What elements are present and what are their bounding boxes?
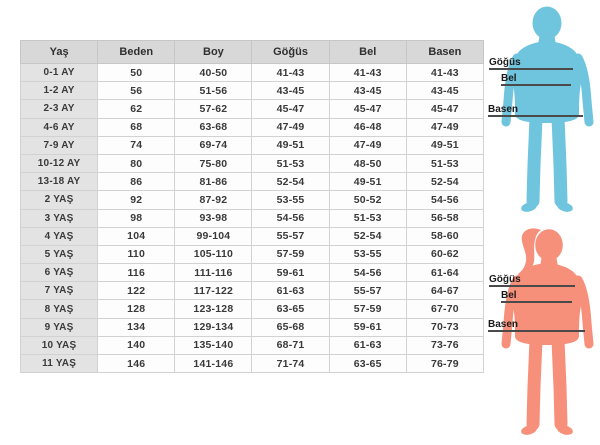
value-cell: 57-59 — [252, 245, 329, 263]
value-cell: 43-45 — [406, 82, 483, 100]
column-header: Bel — [329, 41, 406, 64]
table-row — [21, 154, 484, 172]
row-label-cell: 11 YAŞ — [21, 355, 98, 373]
value-cell: 61-64 — [406, 264, 483, 282]
value-cell: 98 — [98, 209, 175, 227]
table-body — [21, 64, 484, 373]
value-cell: 49-51 — [329, 173, 406, 191]
value-cell: 58-60 — [406, 227, 483, 245]
row-label-cell: 5 YAŞ — [21, 245, 98, 263]
value-cell: 51-53 — [406, 154, 483, 172]
value-cell: 74 — [98, 136, 175, 154]
value-cell: 52-54 — [252, 173, 329, 191]
row-label-cell: 10 YAŞ — [21, 336, 98, 354]
table-row — [21, 191, 484, 209]
value-cell: 51-53 — [329, 209, 406, 227]
value-cell: 86 — [98, 173, 175, 191]
value-cell: 56-58 — [406, 209, 483, 227]
value-cell: 50-52 — [329, 191, 406, 209]
value-cell: 54-56 — [252, 209, 329, 227]
value-cell: 54-56 — [329, 264, 406, 282]
value-cell: 46-48 — [329, 118, 406, 136]
value-cell: 64-67 — [406, 282, 483, 300]
value-cell: 81-86 — [175, 173, 252, 191]
value-cell: 43-45 — [329, 82, 406, 100]
boy-waist-measure-label: Bel — [501, 73, 571, 86]
value-cell: 47-49 — [329, 136, 406, 154]
size-table — [20, 40, 484, 373]
value-cell: 49-51 — [252, 136, 329, 154]
value-cell: 57-62 — [175, 100, 252, 118]
value-cell: 41-43 — [252, 64, 329, 82]
value-cell: 53-55 — [329, 245, 406, 263]
row-label-cell: 3 YAŞ — [21, 209, 98, 227]
row-label-cell: 1-2 AY — [21, 82, 98, 100]
value-cell: 52-54 — [406, 173, 483, 191]
value-cell: 129-134 — [175, 318, 252, 336]
table-row — [21, 282, 484, 300]
value-cell: 57-59 — [329, 300, 406, 318]
table-row — [21, 100, 484, 118]
value-cell: 50 — [98, 64, 175, 82]
table-row — [21, 336, 484, 354]
row-label-cell: 2-3 AY — [21, 100, 98, 118]
value-cell: 61-63 — [329, 336, 406, 354]
row-label-cell: 9 YAŞ — [21, 318, 98, 336]
value-cell: 111-116 — [175, 264, 252, 282]
value-cell: 92 — [98, 191, 175, 209]
table-row — [21, 227, 484, 245]
table-row — [21, 355, 484, 373]
value-cell: 134 — [98, 318, 175, 336]
value-cell: 69-74 — [175, 136, 252, 154]
value-cell: 135-140 — [175, 336, 252, 354]
table-row — [21, 136, 484, 154]
table-header-row — [21, 41, 484, 64]
value-cell: 105-110 — [175, 245, 252, 263]
value-cell: 116 — [98, 264, 175, 282]
column-header: Basen — [406, 41, 483, 64]
value-cell: 41-43 — [329, 64, 406, 82]
column-header: Boy — [175, 41, 252, 64]
value-cell: 68-71 — [252, 336, 329, 354]
row-label-cell: 2 YAŞ — [21, 191, 98, 209]
value-cell: 146 — [98, 355, 175, 373]
value-cell: 55-57 — [252, 227, 329, 245]
value-cell: 110 — [98, 245, 175, 263]
value-cell: 122 — [98, 282, 175, 300]
value-cell: 63-68 — [175, 118, 252, 136]
table-row — [21, 64, 484, 82]
value-cell: 68 — [98, 118, 175, 136]
value-cell: 80 — [98, 154, 175, 172]
girl-hips-measure-label: Basen — [488, 319, 585, 332]
table-row — [21, 300, 484, 318]
column-header: Beden — [98, 41, 175, 64]
value-cell: 47-49 — [406, 118, 483, 136]
value-cell: 67-70 — [406, 300, 483, 318]
column-header: Göğüs — [252, 41, 329, 64]
value-cell: 40-50 — [175, 64, 252, 82]
girl-silhouette — [495, 226, 600, 442]
girl-waist-measure-label: Bel — [501, 290, 572, 303]
row-label-cell: 6 YAŞ — [21, 264, 98, 282]
girl-chest-measure-label: Göğüs — [489, 274, 575, 287]
value-cell: 141-146 — [175, 355, 252, 373]
value-cell: 45-47 — [329, 100, 406, 118]
row-label-cell: 4 YAŞ — [21, 227, 98, 245]
boy-chest-measure-label: Göğüs — [489, 57, 573, 70]
value-cell: 99-104 — [175, 227, 252, 245]
value-cell: 49-51 — [406, 136, 483, 154]
value-cell: 59-61 — [329, 318, 406, 336]
value-cell: 61-63 — [252, 282, 329, 300]
value-cell: 140 — [98, 336, 175, 354]
value-cell: 63-65 — [252, 300, 329, 318]
value-cell: 76-79 — [406, 355, 483, 373]
value-cell: 60-62 — [406, 245, 483, 263]
row-label-cell: 4-6 AY — [21, 118, 98, 136]
value-cell: 70-73 — [406, 318, 483, 336]
value-cell: 93-98 — [175, 209, 252, 227]
value-cell: 53-55 — [252, 191, 329, 209]
table-row — [21, 264, 484, 282]
value-cell: 51-56 — [175, 82, 252, 100]
row-label-cell: 13-18 AY — [21, 173, 98, 191]
value-cell: 52-54 — [329, 227, 406, 245]
value-cell: 123-128 — [175, 300, 252, 318]
value-cell: 62 — [98, 100, 175, 118]
table-row — [21, 318, 484, 336]
value-cell: 71-74 — [252, 355, 329, 373]
value-cell: 45-47 — [406, 100, 483, 118]
value-cell: 45-47 — [252, 100, 329, 118]
row-label-cell: 7-9 AY — [21, 136, 98, 154]
value-cell: 48-50 — [329, 154, 406, 172]
column-header: Yaş — [21, 41, 98, 64]
table-row — [21, 173, 484, 191]
value-cell: 59-61 — [252, 264, 329, 282]
value-cell: 104 — [98, 227, 175, 245]
value-cell: 51-53 — [252, 154, 329, 172]
row-label-cell: 0-1 AY — [21, 64, 98, 82]
row-label-cell: 8 YAŞ — [21, 300, 98, 318]
value-cell: 63-65 — [329, 355, 406, 373]
table-row — [21, 118, 484, 136]
row-label-cell: 10-12 AY — [21, 154, 98, 172]
value-cell: 117-122 — [175, 282, 252, 300]
value-cell: 87-92 — [175, 191, 252, 209]
value-cell: 56 — [98, 82, 175, 100]
value-cell: 54-56 — [406, 191, 483, 209]
value-cell: 47-49 — [252, 118, 329, 136]
value-cell: 73-76 — [406, 336, 483, 354]
table-row — [21, 209, 484, 227]
table-row — [21, 82, 484, 100]
value-cell: 55-57 — [329, 282, 406, 300]
value-cell: 43-45 — [252, 82, 329, 100]
value-cell: 128 — [98, 300, 175, 318]
row-label-cell: 7 YAŞ — [21, 282, 98, 300]
value-cell: 75-80 — [175, 154, 252, 172]
table-row — [21, 245, 484, 263]
boy-hips-measure-label: Basen — [488, 104, 583, 117]
girl-silhouette-graphic — [495, 226, 600, 442]
value-cell: 41-43 — [406, 64, 483, 82]
value-cell: 65-68 — [252, 318, 329, 336]
